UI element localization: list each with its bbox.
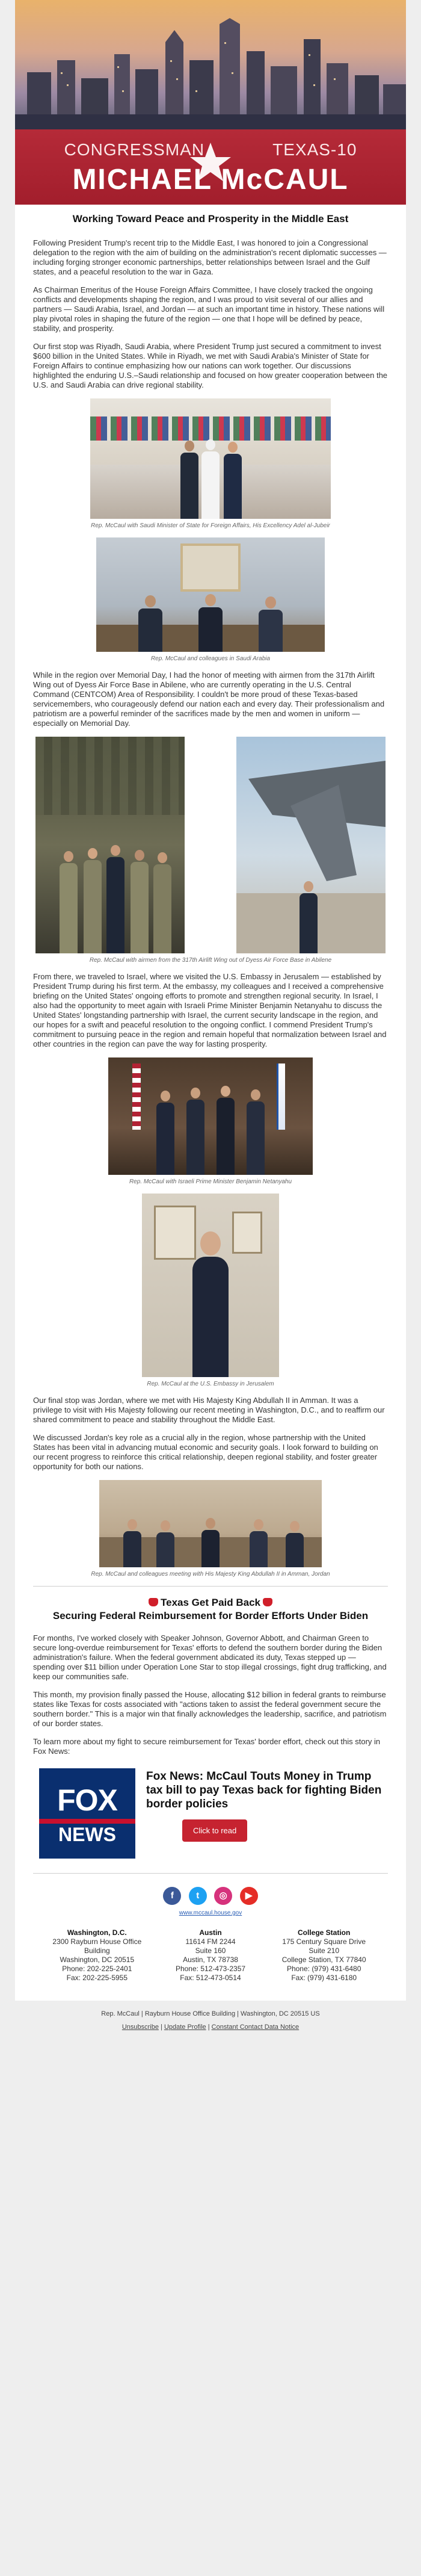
fox-logo-bar: [39, 1819, 135, 1824]
fox-news-card: [28, 1765, 393, 1866]
data-notice-link[interactable]: Constant Contact Data Notice: [211, 2023, 300, 2031]
photo-embassy: [142, 1194, 279, 1377]
fox-logo-news: NEWS: [58, 1824, 116, 1845]
office-phone: Phone: 512-473-2357: [175, 1965, 246, 1973]
footer-links: [0, 2023, 421, 2031]
office-address-line: 2300 Rayburn House Office: [52, 1937, 142, 1946]
caption-embassy: Rep. McCaul at the U.S. Embassy in Jerusalem: [147, 1381, 274, 1387]
office-name: Austin: [199, 1928, 222, 1937]
youtube-icon[interactable]: ▶: [240, 1887, 258, 1905]
paragraph-jordan: Our final stop was Jordan, where we met with His Majesty King Abdullah II in Amman. It was a privilege to visit with His Majesty following our recent meeting in Washington, D.C., and to reaffirm our shared commitment to peace and stability throughout the Middle East.: [33, 1396, 385, 1424]
fox-news-logo[interactable]: [39, 1768, 135, 1859]
instagram-icon[interactable]: ◎: [214, 1887, 232, 1905]
office-fax: Fax: 202-225-5955: [66, 1974, 128, 1982]
facebook-icon[interactable]: f: [163, 1887, 181, 1905]
click-to-read-button[interactable]: Click to read: [182, 1819, 247, 1842]
fox-headline: Fox News: McCaul Touts Money in Trump tax bill to pay Texas back for fighting Biden border policies: [146, 1770, 382, 1810]
office-phone: Phone: 202-225-2401: [62, 1965, 132, 1973]
photo-airmen-group: [35, 737, 185, 953]
website-link[interactable]: www.mccaul.house.gov: [179, 1910, 242, 1916]
paragraph-foreign-affairs: As Chairman Emeritus of the House Foreign Affairs Committee, I have closely tracked the ongoing conflicts and developments shaping the region, and I was proud to visit several of our allies and partners — Saudi Arabia, Israel, and Jordan — at such an important time in history. These nations will play pivotal roles in shaping the future of the region — one that I hope will be defined by peace, stability, and prosperity.: [33, 285, 385, 333]
photo-saudi-colleagues: [96, 537, 325, 652]
social-links: [28, 1887, 393, 1905]
header-banner: [15, 0, 406, 205]
caption-king-abdullah: Rep. McCaul and colleagues meeting with His Majesty King Abdullah II in Amman, Jordan: [91, 1571, 330, 1577]
footer-separator: |: [207, 2023, 210, 2031]
update-profile-link[interactable]: Update Profile: [164, 2023, 206, 2031]
newsletter: [15, 0, 406, 2001]
office-address-line: Washington, DC 20515: [60, 1955, 135, 1964]
office-fax: Fax: (979) 431-6180: [291, 1974, 357, 1982]
footer-separator: |: [161, 2023, 162, 2031]
office-list: [28, 1922, 393, 1989]
photo-airmen-aircraft: [236, 737, 386, 953]
main-content: [15, 213, 406, 1989]
paragraph-israel: From there, we traveled to Israel, where we visited the U.S. Embassy in Jerusalem — established by President Trump during his first term. At the embassy, my colleagues and I received a comprehensive briefing on the United States' ongoing efforts to promote and strengthen regional security. In Israel, I also had the opportunity to meet again with Israeli Prime Minister Benjamin Netanyahu to discuss the United States' longstanding partnership with Israel, the current security landscape in the region, and our hopes for a swift and peaceful resolution to the ongoing conflict. I commend President Trump's commitment to pursuing peace in the region and remain hopeful that normalization between Israel and other countries in the region can pave the way for lasting prosperity.: [33, 972, 387, 1048]
photo-saudi-minister: [90, 398, 331, 519]
twitter-icon[interactable]: t: [189, 1887, 207, 1905]
section-title-line1: Texas Get Paid Back: [161, 1597, 260, 1608]
office-phone: Phone: (979) 431-6480: [286, 1965, 361, 1973]
footer-divider: [33, 1873, 388, 1874]
office-address-line: 175 Century Square Drive: [282, 1937, 366, 1946]
paragraph-reimbursement: For months, I've worked closely with Speaker Johnson, Governor Abbott, and Chairman Green to secure long-overdue reimbursement for Texas' efforts to defend the southern border during the Biden administration's failure. When the federal government abdicated its duty, Texas stepped up — spending over $11 billion under Operation Lone Star to stop illegal crossings, fight drug trafficking, and keep our communities safe.: [33, 1633, 387, 1681]
paragraph-riyadh: Our first stop was Riyadh, Saudi Arabia, where President Trump just secured a commitment to invest $600 billion in the United States. While in Riyadh, we met with Saudi Arabia's Minister of State for Foreign Affairs to continue emphasizing how our nations can work together. Our discussions highlighted the enduring U.S.–Saudi relationship and focused on how greater cooperation between the U.S. and Saudi Arabia can drive regional stability.: [33, 342, 388, 389]
office-college-station: [267, 1928, 381, 1983]
footer-address: Rep. McCaul | Rayburn House Office Building | Washington, DC 20515 US: [101, 2010, 320, 2017]
section-title-border: [46, 1596, 375, 1623]
office-name: College Station: [298, 1928, 351, 1937]
caption-saudi-minister: Rep. McCaul with Saudi Minister of State for Foreign Affairs, His Excellency Adel al-Jubeir: [91, 522, 330, 529]
fox-logo-fox: FOX: [57, 1783, 117, 1817]
money-bag-icon: [263, 1598, 272, 1606]
office-address-line: Suite 210: [309, 1946, 340, 1955]
caption-netanyahu: Rep. McCaul with Israeli Prime Minister Benjamin Netanyahu: [129, 1178, 292, 1185]
section-divider: [33, 1586, 388, 1587]
austin-skyline-image: [15, 18, 406, 129]
section-title-line2: Securing Federal Reimbursement for Border Efforts Under Biden: [52, 1610, 369, 1621]
office-address-line: 11614 FM 2244: [185, 1937, 236, 1946]
money-bag-icon: [149, 1598, 158, 1606]
fox-news-text: [135, 1768, 382, 1842]
photo-king-abdullah: [99, 1480, 322, 1567]
office-fax: Fax: 512-473-0514: [180, 1974, 241, 1982]
office-austin: [154, 1928, 268, 1983]
photo-netanyahu: [108, 1057, 313, 1175]
office-washington: [40, 1928, 154, 1983]
brand-district: TEXAS-10: [272, 140, 357, 159]
office-address-line: Building: [84, 1946, 110, 1955]
paragraph-jordan-ally: We discussed Jordan's key role as a crucial ally in the region, whose partnership with the United States has been vital in advancing mutual economic and security goals. I look forward to building on our recent progress to reinforce this critical relationship, deepen regional stability, and foster greater opportunity for both our nations.: [33, 1433, 378, 1471]
paragraph-intro: Following President Trump's recent trip to the Middle East, I was honored to join a Congressional delegation to the region with the aim of building on the administration's recent diplomatic successes — including forging stronger economic partnerships, better relationships between Israel and the Gulf states, and a peaceful resolution to the war in Gaza.: [33, 238, 387, 276]
congressman-brand-bar: [15, 129, 406, 205]
paragraph-fox-intro: To learn more about my fight to secure reimbursement for Texas' border effort, check out this story in Fox News:: [33, 1737, 381, 1756]
office-address-line: Austin, TX 78738: [183, 1955, 238, 1964]
office-address-line: College Station, TX 77840: [281, 1955, 366, 1964]
unsubscribe-link[interactable]: Unsubscribe: [121, 2023, 159, 2031]
caption-airmen: Rep. McCaul with airmen from the 317th Airlift Wing out of Dyess Air Force Base in Abilene: [89, 957, 332, 964]
paragraph-provision: This month, my provision finally passed the House, allocating $12 billion in federal grants to reimburse states like Texas for costs associated with "actions taken to assist the federal government secure the southern border." This is a major win that finally acknowledges the leadership, sacrifice, and patriotism of our border states.: [33, 1690, 387, 1728]
office-name: Washington, D.C.: [67, 1928, 127, 1937]
paragraph-memorial-day: While in the region over Memorial Day, I had the honor of meeting with airmen from the 317th Airlift Wing out of Dyess Air Force Base in Abilene, who are currently operating in the U.S. Central Command (CENTCOM) Area of Responsibility. I couldn't be more proud of these Texas-based servicemembers, who courageously defend our nation each and every day. Their professionalism and patriotism are a powerful reminder of the sacrifices made by the men and women in uniform — especially on Memorial Day.: [33, 670, 385, 728]
brand-name: MICHAEL McCAUL: [72, 164, 349, 196]
office-address-line: Suite 160: [195, 1946, 226, 1955]
brand-congressman: CONGRESSMAN: [64, 140, 205, 159]
article-title: Working Toward Peace and Prosperity in the Middle East: [72, 213, 349, 224]
caption-saudi-colleagues: Rep. McCaul and colleagues in Saudi Arabia: [150, 655, 271, 662]
photo-pair-airmen: [28, 737, 393, 953]
